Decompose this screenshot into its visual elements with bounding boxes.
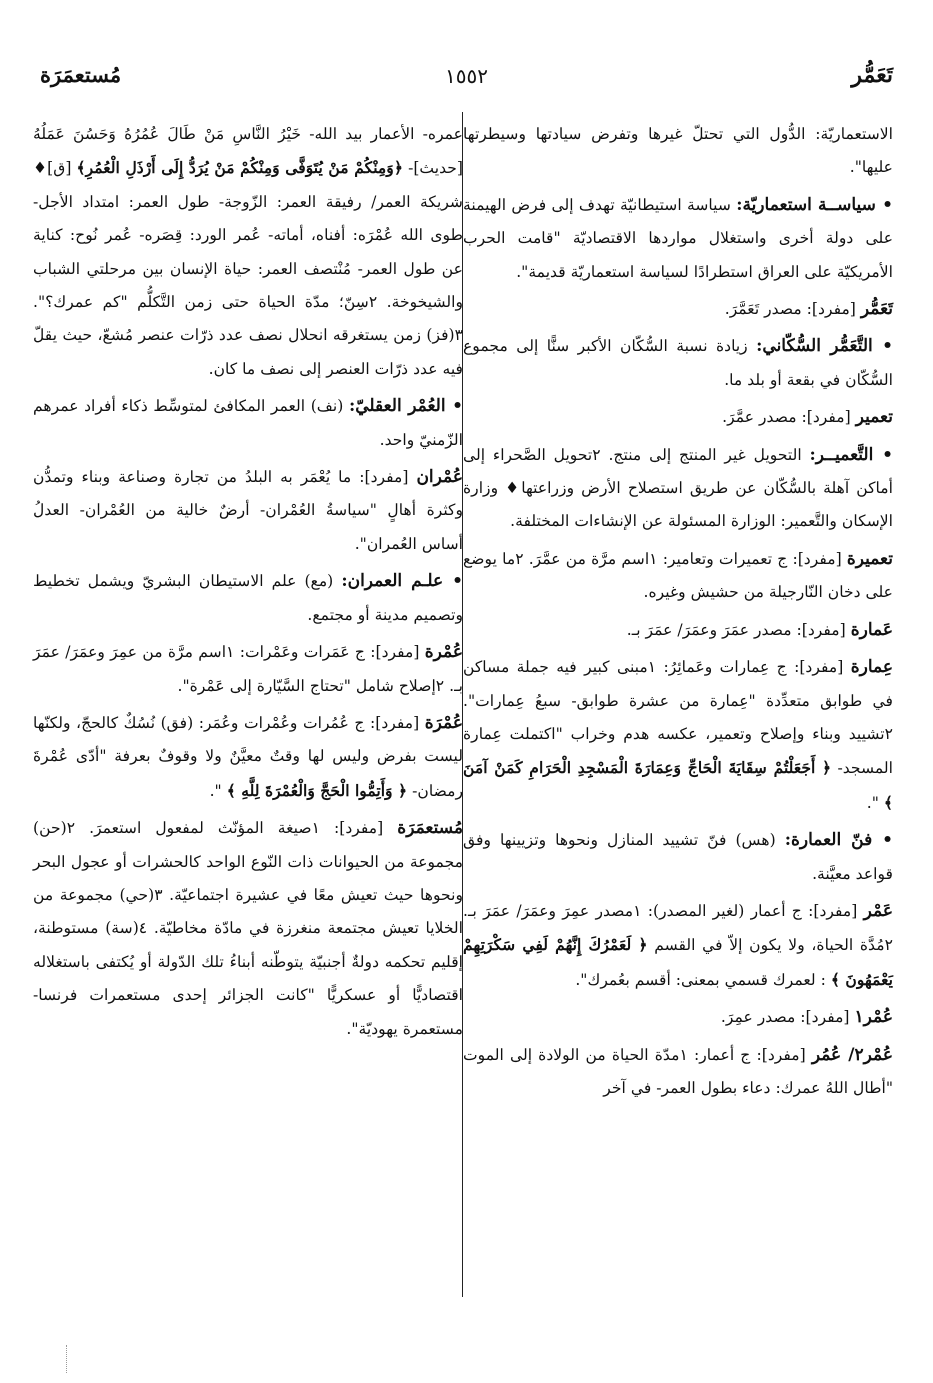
entry-headword: عُمْران [416,467,463,488]
entry-headword: عِمارة [850,657,893,678]
quran-quote: ﴿وَمِنْكُمْ مَنْ يُتَوَفَّى وَمِنْكُمْ مَنْ يُرَدُّ إِلَى أَرْذَلِ الْعُمُرِ﴾ [76,158,403,178]
entry-headword: • التَّعميــر: [809,444,893,465]
entry [463,1001,893,1034]
sub-entry [463,330,893,397]
sub-entry [463,189,893,289]
entry-headword: عُمْرة [424,642,464,663]
entry [463,1039,893,1106]
entry-headword: عُمْرَة [424,712,463,733]
quran-quote: ﴿ لَعَمْرُكَ إِنَّهُمْ لَفِي سَكْرَتِهِمْ يَعْمَهُونَ ﴾ [463,935,893,989]
entry [33,636,463,703]
entry-headword: تعمير [855,407,893,428]
entry-headword: • علـم العمران: [341,571,463,592]
entry-headword: عَمْر [863,900,893,921]
entry [463,895,893,997]
entry [463,401,893,434]
entry-text: الاستعماريّة: الدُّول التي تحتلّ غيرها وتفرض سيادتها وسيطرتها عليها". [463,125,893,177]
entry [33,707,463,808]
entry-tail: : لعمرك قسمي بمعنى: أقسم بعُمرك". [575,970,826,989]
entry-text: (نف) العمر المكافئ لمتوسِّط ذكاء أفراد عمرهم الزّمنيّ واحد. [33,397,463,449]
entry-headword: مُستعمَرَة [397,818,463,839]
entry-headword: تَعَمُّر [860,299,893,320]
entry-continuation [463,118,893,185]
entry-headword: • العُمْر العقليّ: [348,396,463,417]
entry-text: سياسة استيطانيّة تهدف إلى فرض الهيمنة على دولة أخرى واستغلال مواردها الاقتصاديّة "قامت الحرب الأمريكيّة على العراق استطرادًا لسياسة استعماريّة قديمة". [463,195,893,281]
entry-text: [مفرد]: ج أعمار (لغير المصدر): ١مصدر عمِرَ وعمَرَ/ عمَرَ بـ. ٢مُدَّة الحياة، ولا يكون إلاّ في القسم [463,901,893,955]
entry [463,614,893,647]
entry-headword: عَمارة [850,619,893,640]
entry [33,812,463,1046]
entry-text: [مفرد]: مصدر عمِرَ. [720,1008,850,1027]
left-column [33,118,463,1050]
entry-headword: • التَّعَمُّر السُّكّاني: [756,336,893,357]
entry-text: [مفرد]: مصدر عمَّرَ. [722,408,851,427]
entry-headword: • سياســة استعماريّة: [736,194,893,215]
page-header [30,62,903,96]
scan-artifact [66,1345,69,1373]
right-column [463,118,893,1109]
entry-text: زيادة نسبة السُّكّان الأكبر سنًّا إلى مجموع السُّكّان في بقعة أو بلد ما. [463,337,893,389]
sub-entry [463,439,893,539]
entry-tail: [ق]♦ شريكة العمر/ رفيقة العمر: الزّوجة- طول العمر: امتداد الأجل- طوى الله عُمْرَه: أفناه، أماته- عُمر الورد: قِصَره- عُمر نُوح: كناية عن طول العمر- مُنْتصف العمر: حياة الإنسان بين مرحلتي الشباب والشيخوخة. ٢سِنّ؛ مدّة الحياة حتى زمن التَّكلُّم "كم عمرك؟". ٣(فز) زمن يستغرقه انحلال نصف عدد ذرّات عنصر مُشعّ، حيث يقلّ فيه عدد ذرّات العنصر إلى نصف ما كان. [33,159,463,378]
entry-tail: ". [866,793,879,812]
entry-text: عمره- الأعمار بيد الله- خَيْرُ النَّاسِ مَنْ طَالَ عُمُرُهُ وَحَسُنَ عَمَلُهُ [حديث]- [33,125,463,178]
sub-entry [33,390,463,457]
entry-text: [مفرد]: مصدر عمَرَ وعمَرَ/ عمَرَ بـ. [626,620,846,639]
sub-entry [463,824,893,891]
header-last-headword: مُستعمَرَة [40,62,122,87]
entry-text: [مفرد]: ما يُعْمَر به البلدُ من تجارة وصناعة وبناء وتمدُّن وكثرة أهالٍ "سياسةُ العُمْران- أرضٌ خالية من العُمْران- العدلُ أساس العُمران". [33,468,463,553]
quran-quote: ﴿ وَأَتِمُّوا الْحَجَّ وَالْعُمْرَةَ لِلَّهِ ﴾ [226,780,408,800]
header-first-headword: تَعَمُّر [851,62,893,88]
entry-text: [مفرد]: ج تعميرات وتعامير: ١اسم مرَّة من عمَّرَ. ٢ما يوضع على دخان النّارجيلة من حشيش وغيره. [463,549,893,602]
entry-text: [مفرد]: مصدر تَعَمَّرَ. [724,300,856,319]
entry-text: (مع) علم الاستيطان البشريّ ويشمل تخطيط وتصميم مدينة أو مجتمع. [33,572,463,624]
entry-text: [مفرد]: ج عُمُرات وعُمْرات وعُمَر: (فق) نُسُكٌ كالحجّ، ولكنّها ليست بفرض وليس لها وقتٌ معيَّنٌ ولا وقوفٌ بعرفة "أدّى عُمْرةَ رمضان- [33,713,463,800]
entry [33,461,463,561]
entry [463,293,893,326]
entry [463,543,893,610]
quran-quote: ﴿ أَجَعَلْتُمْ سِقَايَةَ الْحَاجِّ وَعِمَارَةَ الْمَسْجِدِ الْحَرَامِ كَمَنْ آمَنَ ﴾ [463,758,893,812]
entry-text: (هس) فنّ تشييد المنازل ونحوها وتزيينها وفق قواعد معيَّنة. [463,831,893,883]
entry-headword: • فنّ العمارة: [784,830,893,851]
entry-headword: تعميرة [846,548,893,569]
entry-text: [مفرد]: ج عَمَرات وعَمْرات: ١اسم مرَّة من عمِرَ وعمَرَ/ عمَرَ بـ. ٢إصلاح شامل "تحتاج السَّيّارة إلى عَمْرة". [33,643,463,695]
entry-tail: ". [209,781,222,800]
entry-headword: عُمْر١ [854,1007,893,1028]
entry-continuation [33,118,463,386]
page-number: ١٥٥٢ [445,64,488,88]
entry-text: [مفرد]: ج أعمار: ١مدّة الحياة من الولادة إلى الموت "أطال اللهُ عمرك: دعاء بطول العمر- في آخر [463,1045,893,1097]
sub-entry [33,565,463,632]
entry-text: [مفرد]: ١صيغة المؤنّث لمفعول استعمرَ. ٢(حن) مجموعة من الحيوانات ذات النّوع الواحد كالحشرات أو عجول البحر ونحوها حيث تعيش معًا في عشيرة اجتماعيّة. ٣(حي) مجموعة من الخلايا تعيش مجتمعة منغرزة في مادّة مخاطيّة. ٤(سة) مستوطنة، إقليم تحكمه دولةٌ أجنبيّة يتوطّنه أبناءُ تلك الدّولة أو يُكتفى باستغلاله اقتصاديًّا أو عسكريًّا "كانت الجزائر إحدى مستعمرات فرنسا- مستعمرة يهوديّة". [33,819,463,1038]
entry-text: التحويل غير المنتج إلى منتج. ٢تحويل الصَّحراء إلى أماكن آهلة بالسُّكّان عن طريق استصلاح الأرض وزراعتها♦ وزارة الإسكان والتَّعمير: الوزارة المسئولة عن الإنشاءات المختلفة. [463,445,893,531]
entry-headword: عُمْر٢/ عُمُر [811,1044,893,1065]
entry-text: [مفرد]: ج عِمارات وعَمائِرُ: ١مبنى كبير فيه جملة مساكن في طوابق متعدِّدة "عِمارة من عشرة طوابق- سبعُ عِمارات". ٢تشييد وبناء وإصلاح وتعمير، عكسه هدم وخراب "اكتملت عِمارة المسجد- [463,658,893,778]
entry [463,651,893,820]
